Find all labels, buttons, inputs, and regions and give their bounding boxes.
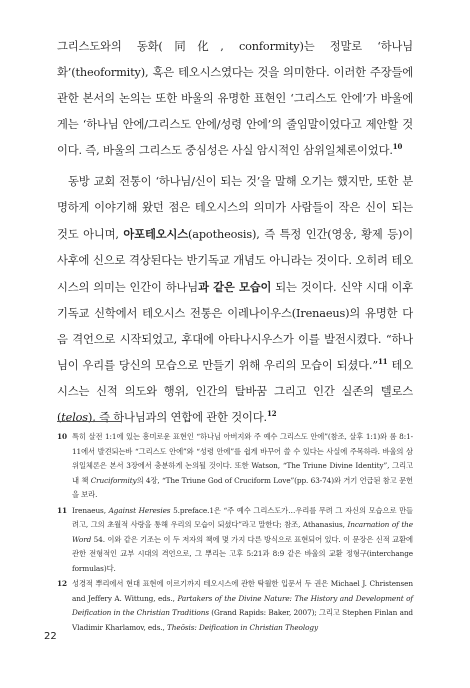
page-number: 22 [44, 631, 57, 642]
text-run: 특히 살전 1:1에 있는 흥미로운 표현인 “하나님 아버지와 주 예수 그리스도 안에”(참조, 살후 1:1)와 롬 8:1-11에서 발견되는바 “그리스도 안에”와 “성령 안에”를 쉽게 바꾸어 쓸 수 있다는 사실에 주목하라. 바울의 삼위일체론은 본서 3장에서 충분하게 논의될 것이다. 또한 Watson, “The Triune Divine Identity”, 그리고 내 책 [72, 432, 413, 485]
text-run: 되는 것이다. 신약 시대 이후 기독교 신학에서 테오시스 전통은 이레나이우스(Irenaeus)의 유명한 다음 격언으로 시작되었고, 후대에 아타나시우스가 이를 발전시켰다. “하나님이 우리를 당신의 모습으로 만들기 위해 우리의 모습이 되셨다.” [57, 281, 413, 372]
footnotes [57, 430, 413, 636]
footnote-number: 11 [57, 505, 67, 515]
text-run: 성경적 뿌리에서 현대 표현에 이르기까지 테오시스에 관한 탁월한 입문서 두 권은 Michael J. Christensen and Jeffery A. Wittung, eds., [72, 579, 413, 603]
paragraph-1 [57, 34, 413, 164]
text-run: 의 4장, “The Triune God of Cruciform Love”(pp. 63-74)와 거기 언급된 참고 문헌을 보라. [72, 475, 413, 499]
text-run: 그리스도와의 동화(同化, conformity)는 정말로 ‘하나님화’(theoformity), 혹은 테오시스였다는 것을 의미한다. 이러한 주장들에 관한 본서의 논의는 또한 바울의 유명한 표현인 ‘그리스도 안에’가 바울에게는 ‘하나님 안에/그리스도 안에/성령 안에’의 줄임말이었다고 제안할 것이다. 즉, 바울의 그리스도 중심성은 사실 암시적인 삼위일체론이었다. [57, 40, 413, 157]
footnote-ref: 11 [378, 357, 388, 367]
text-run: Against Heresies [108, 505, 171, 515]
text-run: Theōsis: Deification in Christian Theology [167, 622, 318, 632]
text-run: 과 같은 모습이 [198, 280, 272, 294]
footnote-ref: 10 [392, 142, 403, 152]
text-run: 동방 교회 전통이 ‘하나님/신이 되는 것’을 말해 오기는 했지만, 또한 분명하게 이야기해 왔던 점은 테오시스의 의미가 사람들이 작은 신이 되는 것도 아니며, [57, 175, 413, 241]
text-run: 54. 이와 같은 기조는 이 두 저자의 책에 몇 가지 다른 방식으로 표현되어 있다. 이 문장은 신적 교환에 관한 전형적인 교부 시대의 격언으로, 그 뿌리는 고후 5:21과 8:9 같은 바울의 교환 정형구(interchange formulas)다. [72, 534, 413, 573]
footnote-text [72, 579, 413, 632]
footnote-number: 10 [57, 432, 67, 441]
paragraph-2 [57, 169, 413, 431]
footnote-text [72, 506, 413, 573]
text-run: telos [61, 411, 88, 424]
text-run: 테오시스는 신적 의도와 행위, 인간의 탈바꿈 그리고 인간 실존의 텔로스( [57, 359, 413, 424]
text-run: (apotheosis), 즉 특정 인간(영웅, 황제 등)이 사후에 신으로 격상된다는 반기독교 개념도 아니라는 것이다. 오히려 테오시스의 의미는 인간이 하나님 [57, 228, 413, 294]
footnote-text [72, 432, 413, 499]
footnote-number: 12 [57, 579, 67, 588]
text-run: 5.preface.1은 “주 예수 그리스도가…우리를 무려 그 자신의 모습으로 만들려고, 그의 초월적 사랑을 통해 우리의 모습이 되셨다”라고 말한다; 참조, Athanasius, [72, 505, 413, 529]
text-run: (Grand Rapids: Baker, 2007); 그리고 Stephen Finlan and Vladimir Kharlamov, eds., [72, 608, 413, 632]
text-run: Incarnation of the Word [72, 520, 413, 544]
footnote-ref: 12 [266, 409, 277, 419]
text-run: 아포테오시스 [123, 227, 188, 241]
footnote-12 [57, 577, 413, 635]
body-text [57, 34, 413, 431]
text-run: Irenaeus, [72, 505, 109, 515]
footnote-10 [57, 430, 413, 503]
footnote-divider [57, 421, 121, 422]
footnote-11 [57, 504, 413, 577]
text-run: ), 즉 하나님과의 연합에 관한 것이다. [87, 411, 267, 424]
text-run: Partakers of the Divine Nature: The History and Development of Deification in the Christian Traditions [72, 593, 413, 617]
text-run: Cruciformity [90, 475, 137, 485]
